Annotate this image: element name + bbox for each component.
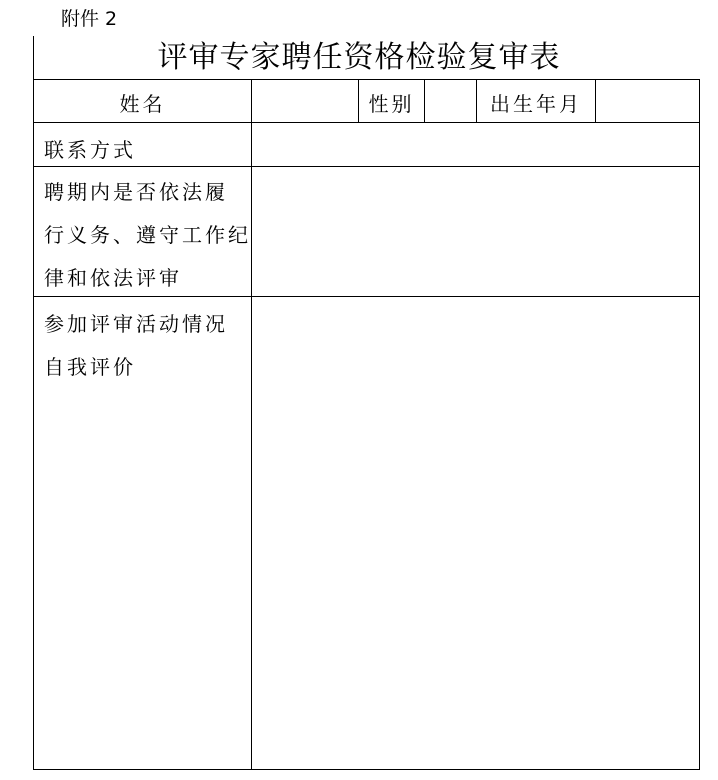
duty-label-line: 行义务、遵守工作纪 — [44, 223, 251, 247]
gender-label: 性别 — [368, 92, 415, 116]
contact-label: 联系方式 — [44, 138, 136, 162]
attachment-label: 附件 2 — [61, 8, 118, 30]
gender-field[interactable] — [425, 80, 476, 122]
birth-label: 出生年月 — [490, 92, 582, 116]
duty-label — [44, 171, 251, 296]
evaluation-field[interactable] — [252, 297, 699, 769]
form-title: 评审专家聘任资格检验复审表 — [157, 40, 561, 75]
birth-field[interactable] — [596, 80, 699, 122]
name-field[interactable] — [252, 80, 358, 122]
duty-label-line: 律和依法评审 — [44, 266, 182, 290]
name-label: 姓名 — [119, 92, 166, 116]
contact-field[interactable] — [252, 123, 699, 166]
duty-label-line: 聘期内是否依法履 — [44, 180, 228, 204]
evaluation-label — [44, 303, 251, 393]
duty-field[interactable] — [252, 167, 699, 296]
evaluation-label-line: 自我评价 — [44, 355, 136, 379]
evaluation-label-line: 参加评审活动情况 — [44, 312, 228, 336]
column-divider — [699, 79, 700, 770]
